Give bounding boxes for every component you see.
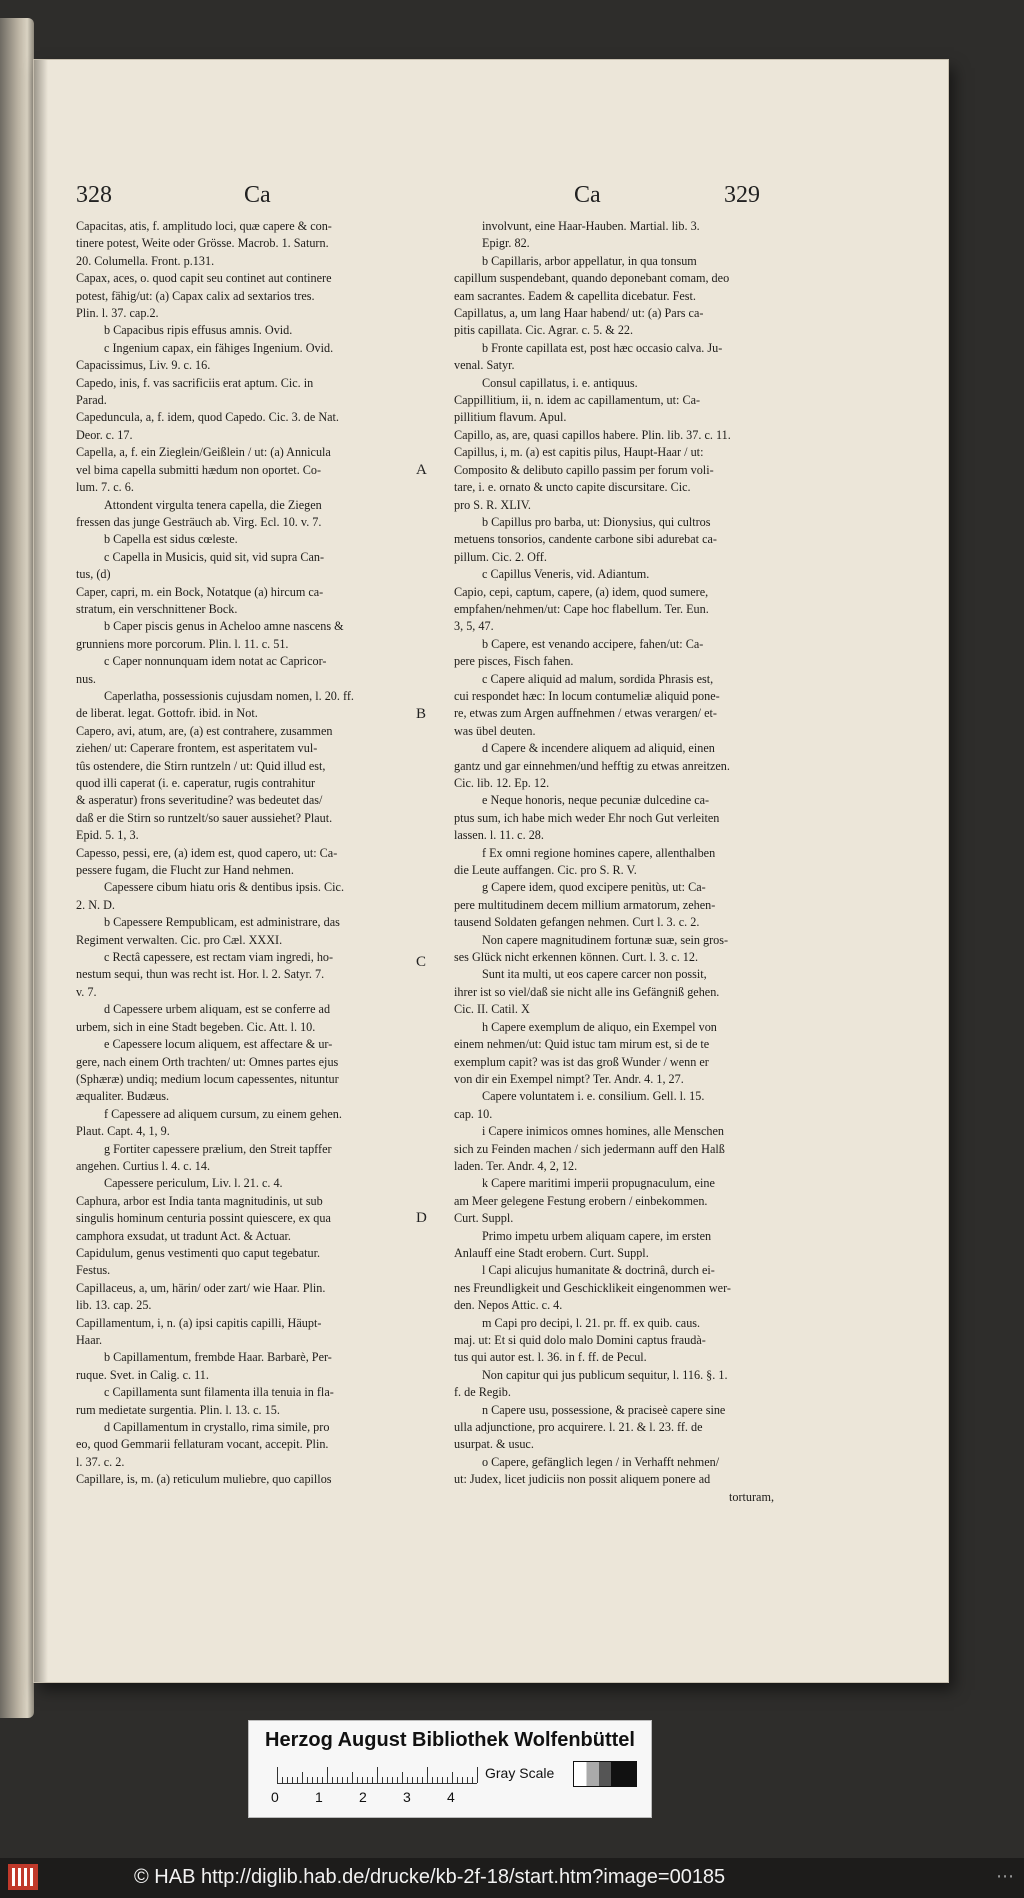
text-line: lib. 13. cap. 25. [76, 1298, 152, 1313]
text-line: l Capi alicujus humanitate & doctrinâ, durch ei- [482, 1263, 715, 1278]
text-line: Non capitur qui jus publicum sequitur, l. 116. §. 1. [482, 1367, 728, 1382]
text-line: & asperatur) frons severitudine? was bedeutet das/ [76, 793, 323, 808]
text-line: usurpat. & usuc. [454, 1437, 534, 1452]
text-line: eo, quod Gemmarii fellaturam vocant, accepit. Plin. [76, 1437, 329, 1452]
ruler-tick [422, 1777, 423, 1783]
ruler-tick [472, 1777, 473, 1783]
text-line: Anlauff eine Stadt erobern. Curt. Suppl. [454, 1245, 649, 1260]
right-text-column [454, 218, 774, 1506]
ruler-tick [367, 1777, 368, 1783]
text-line: ut: Judex, licet judiciis non possit aliquem ponere ad [454, 1472, 711, 1487]
text-line: b Caper piscis genus in Acheloo amne nascens & [104, 619, 344, 634]
text-line: (Sphæræ) undiq; medium locum capessentes, nituntur [76, 1071, 339, 1086]
text-line: d Capere & incendere aliquem ad aliquid, einen [482, 741, 715, 756]
text-line: eam sacrantes. Eadem & capellita dicebatur. Fest. [454, 288, 696, 303]
text-line: tausend Soldaten gefangen nehmen. Curt l. 3. c. 2. [454, 915, 700, 930]
text-line: re, etwas zum Argen auffnehmen / etwas verargen/ et- [454, 706, 717, 721]
text-line: Epigr. 82. [482, 236, 530, 251]
text-line: was übel deuten. [454, 723, 536, 738]
text-line: Capedo, inis, f. vas sacrificiis erat aptum. Cic. in [76, 375, 314, 390]
text-line: capillum suspendebant, quando deponebant comam, deo [454, 271, 730, 286]
text-line: e Capessere locum aliquem, est affectare & ur- [104, 1037, 333, 1052]
text-line: Capeduncula, a, f. idem, quod Capedo. Cic. 3. de Nat. [76, 410, 339, 425]
text-line: einem nehmen/ut: Quid istuc tam mirum est, si de te [454, 1037, 710, 1052]
page-number-left: 328 [76, 182, 112, 208]
ruler-tick [417, 1777, 418, 1783]
text-line: Sunt ita multi, ut eos capere carcer non possit, [482, 967, 707, 982]
margin-letter-a: A [416, 462, 427, 478]
text-line: quod illi caperat (i. e. caperatur, rugis contrahitur [76, 776, 316, 790]
scale-number: 4 [447, 1789, 455, 1805]
text-line: Cic. II. Catil. X [454, 1002, 530, 1017]
text-line: i Capere inimicos omnes homines, alle Menschen [482, 1124, 725, 1139]
text-line: Composito & delibuto capillo passim per forum voli- [454, 462, 714, 477]
text-line: h Capere exemplum de aliquo, ein Exempel von [482, 1019, 717, 1034]
gray-scale-swatch [573, 1761, 637, 1787]
ruler-tick [442, 1777, 443, 1783]
text-line: c Capillamenta sunt filamenta illa tenuia in fla- [104, 1385, 334, 1400]
text-line: cap. 10. [454, 1106, 493, 1121]
ruler-tick [402, 1772, 403, 1783]
scale-number: 3 [403, 1789, 411, 1805]
text-line: Regiment verwalten. Cic. pro Cæl. XXXI. [76, 932, 283, 947]
text-line: pro S. R. XLIV. [454, 497, 531, 512]
text-line: Capesso, pessi, ere, (a) idem est, quod capero, ut: Ca- [76, 845, 338, 860]
text-line: Capero, avi, atum, are, (a) est contrahere, zusammen [76, 723, 333, 738]
margin-letter-c: C [416, 954, 427, 970]
ruler-tick [337, 1777, 338, 1783]
ruler-tick [362, 1777, 363, 1783]
text-line: von dir ein Exempel nimpt? Ter. Andr. 4. 1, 27. [454, 1071, 684, 1086]
text-line: c Rectâ capessere, est rectam viam ingredi, ho- [104, 950, 334, 965]
text-line: nus. [76, 671, 96, 686]
text-line: ruque. Svet. in Calig. c. 11. [76, 1367, 209, 1382]
ruler-tick [342, 1777, 343, 1783]
text-line: pillum. Cic. 2. Off. [454, 549, 547, 564]
margin-letter-b: B [416, 706, 427, 722]
text-line: laden. Ter. Andr. 4, 2, 12. [454, 1158, 578, 1173]
text-line: ses Glück nicht erkennen können. Curt. l. 3. c. 12. [454, 950, 699, 965]
text-line: Haar. [76, 1333, 103, 1347]
text-line: Capacitas, atis, f. amplitudo loci, quæ capere & con- [76, 219, 332, 233]
ruler-tick [322, 1777, 323, 1783]
text-line: gere, nach einem Orth trachten/ ut: Omnes partes ejus [76, 1054, 339, 1069]
text-line: pere multitudinem decem millium armatorum, zehen- [454, 897, 716, 912]
text-line: g Capere idem, quod excipere penitùs, ut: Ca- [482, 880, 706, 895]
text-line: grunniens more porcorum. Plin. l. 11. c. 51. [76, 636, 289, 651]
ruler-tick [407, 1777, 408, 1783]
ruler-tick [427, 1767, 428, 1783]
ruler-tick [437, 1777, 438, 1783]
ruler-tick [412, 1777, 413, 1783]
text-line: am Meer gelegene Festung erobern / einbekommen. [454, 1193, 708, 1208]
ruler-tick [282, 1777, 283, 1783]
ruler-tick [317, 1777, 318, 1783]
text-line: Capax, aces, o. quod capit seu continet aut continere [76, 271, 332, 286]
text-line: venal. Satyr. [454, 358, 515, 373]
text-line: Capillaceus, a, um, härin/ oder zart/ wie Haar. Plin. [76, 1280, 326, 1295]
text-line: tus qui autor est. l. 36. in f. ff. de Pecul. [454, 1350, 647, 1365]
text-line: l. 37. c. 2. [76, 1454, 125, 1469]
text-line: Capella, a, f. ein Zieglein/Geißlein / ut: (a) Annicula [76, 445, 331, 460]
text-line: fressen das junge Gesträuch ab. Virg. Ecl. 10. v. 7. [76, 514, 322, 529]
text-line: ihrer ist so viel/daß sie nicht alle ins Gefängniß gehen. [454, 984, 720, 999]
text-line: Capillus, i, m. (a) est capitis pilus, Haupt-Haar / ut: [454, 445, 704, 460]
text-line: c Capere aliquid ad malum, sordida Phrasis est, [482, 671, 714, 686]
text-line: Capessere periculum, Liv. l. 21. c. 4. [104, 1176, 283, 1191]
page-number-right: 329 [724, 182, 760, 208]
ruler-tick [392, 1777, 393, 1783]
text-line: ziehen/ ut: Caperare frontem, est asperitatem vul- [76, 741, 318, 756]
margin-letter-d: D [416, 1210, 427, 1226]
text-line: Capessere cibum hiatu oris & dentibus ipsis. Cic. [104, 880, 344, 895]
ruler-tick [297, 1777, 298, 1783]
text-line: Capacissimus, Liv. 9. c. 16. [76, 358, 211, 373]
text-line: tûs ostendere, die Stirn runtzeln / ut: Quid illud est, [76, 758, 326, 773]
text-line: involvunt, eine Haar-Hauben. Martial. lib. 3. [482, 219, 700, 233]
text-line: ulla adjunctione, pro acquirere. l. 21. & l. 23. ff. de [454, 1420, 703, 1435]
text-line: Plin. l. 37. cap.2. [76, 306, 159, 321]
text-line: lassen. l. 11. c. 28. [454, 828, 544, 843]
ruler-tick [432, 1777, 433, 1783]
gray-scale-label: Gray Scale [485, 1765, 555, 1781]
ruler-tick [467, 1777, 468, 1783]
text-line: b Capillaris, arbor appellatur, in qua tonsum [482, 253, 697, 268]
text-line: b Fronte capillata est, post hæc occasio calva. Ju- [482, 340, 723, 355]
text-line: f. de Regib. [454, 1385, 511, 1400]
scale-number: 0 [271, 1789, 279, 1805]
text-line: sich zu Feinden machen / sich jedermann auff den Halß [454, 1141, 725, 1156]
text-line: Consul capillatus, i. e. antiquus. [482, 375, 638, 390]
text-line: lum. 7. c. 6. [76, 480, 134, 495]
text-line: c Capella in Musicis, quid sit, vid supra Can- [104, 549, 325, 564]
text-line: g Fortiter capessere prælium, den Streit tapffer [104, 1141, 332, 1156]
text-line: b Capacibus ripis effusus amnis. Ovid. [104, 323, 293, 338]
ruler-tick [347, 1777, 348, 1783]
text-line: Plaut. Capt. 4, 1, 9. [76, 1124, 170, 1139]
text-line: Cappillitium, ii, n. idem ac capillamentum, ut: Ca- [454, 393, 701, 408]
text-line: b Capillus pro barba, ut: Dionysius, qui cultros [482, 514, 711, 529]
text-line: Parad. [76, 393, 107, 408]
copyright-url[interactable]: © HAB http://diglib.hab.de/drucke/kb-2f-18/start.htm?image=00185 [134, 1866, 726, 1888]
text-line: Capillamentum, i, n. (a) ipsi capitis capilli, Häupt- [76, 1315, 322, 1330]
text-line: n Capere usu, possessione, & praciseè capere sine [482, 1402, 726, 1417]
text-line: Cic. lib. 12. Ep. 12. [454, 776, 550, 790]
text-line: nestum sequi, thun was recht ist. Hor. l. 2. Satyr. 7. [76, 967, 325, 982]
text-line: stratum, ein verschnittener Bock. [76, 601, 238, 616]
scale-number: 1 [315, 1789, 323, 1805]
library-name: Herzog August Bibliothek Wolfenbüttel [265, 1729, 635, 1751]
text-line: rum medietate surgentia. Plin. l. 13. c. 15. [76, 1402, 280, 1417]
ruler-tick [332, 1777, 333, 1783]
text-line: 20. Columella. Front. p.131. [76, 253, 215, 268]
ruler-tick [377, 1767, 378, 1783]
text-line: maj. ut: Et si quid dolo malo Domini captus fraudà- [454, 1333, 706, 1347]
page-gutter-shadow [34, 60, 48, 1682]
ruler-tick [397, 1777, 398, 1783]
text-line: ptus sum, ich habe mich weder Ehr noch Gut verleiten [454, 810, 720, 825]
ruler-tick [387, 1777, 388, 1783]
text-line: Caper, capri, m. ein Bock, Notatque (a) hircum ca- [76, 584, 324, 599]
text-line: m Capi pro decipi, l. 21. pr. ff. ex quib. caus. [482, 1315, 701, 1330]
library-color-card [248, 1720, 652, 1818]
text-line: vel bima capella submitti hædum non oportet. Co- [76, 462, 322, 477]
text-line: b Capessere Rempublicam, est administrare, das [104, 915, 340, 930]
text-line: nes Freundligkeit und Geschicklikeit eingenommen wer- [454, 1280, 731, 1295]
text-line: Caphura, arbor est India tanta magnitudinis, ut sub [76, 1193, 323, 1208]
left-text-column [76, 218, 410, 1489]
text-line: Capidulum, genus vestimenti quo caput tegebatur. [76, 1245, 321, 1260]
text-line: Capere voluntatem i. e. consilium. Gell. l. 15. [482, 1089, 705, 1104]
text-line: Capillo, as, are, quasi capillos habere. Plin. lib. 37. c. 11. [454, 427, 731, 442]
ruler-tick [447, 1777, 448, 1783]
text-line: 2. N. D. [76, 897, 115, 912]
text-line: empfahen/nehmen/ut: Cape hoc flabellum. Ter. Eun. [454, 601, 709, 616]
text-line: singulis hominum centuria possint quiescere, ex qua [76, 1211, 331, 1226]
text-line: Capillare, is, m. (a) reticulum muliebre, quo capillos [76, 1472, 332, 1487]
text-line: de liberat. legat. Gottofr. ibid. in Not. [76, 706, 258, 721]
text-line: d Capessere urbem aliquam, est se conferre ad [104, 1002, 331, 1017]
text-line: angehen. Curtius l. 4. c. 14. [76, 1158, 211, 1173]
text-line: e Neque honoris, neque pecuniæ dulcedine ca- [482, 793, 710, 808]
text-line: f Capessere ad aliquem cursum, zu einem gehen. [104, 1106, 342, 1121]
text-line: pillitium flavum. Apul. [454, 410, 567, 425]
text-line: tinere potest, Weite oder Grösse. Macrob. 1. Saturn. [76, 236, 329, 251]
running-head-left: Ca [244, 182, 271, 208]
running-head-right: Ca [574, 182, 601, 208]
menu-dots-icon[interactable]: ⋯ [996, 1866, 1014, 1887]
footer-bar [0, 1858, 1024, 1898]
ruler-tick [372, 1777, 373, 1783]
hab-logo-icon [8, 1864, 38, 1890]
ruler-tick [352, 1772, 353, 1783]
text-line: Epid. 5. 1, 3. [76, 828, 139, 843]
text-line: Deor. c. 17. [76, 427, 133, 442]
text-line: f Ex omni regione homines capere, allenthalben [482, 845, 716, 860]
text-line: die Leute auffangen. Cic. pro S. R. V. [454, 863, 637, 878]
text-line: Capio, cepi, captum, capere, (a) idem, quod sumere, [454, 584, 709, 599]
text-line: b Capillamentum, frembde Haar. Barbarè, Per- [104, 1350, 332, 1365]
text-line: gantz und gar einnehmen/und hefftig zu etwas anreitzen. [454, 758, 730, 773]
text-line: urbem, sich in eine Stadt begeben. Cic. Att. l. 10. [76, 1019, 316, 1034]
ruler-tick [357, 1777, 358, 1783]
text-line: Caperlatha, possessionis cujusdam nomen, l. 20. ff. [104, 688, 354, 703]
ruler-tick [287, 1777, 288, 1783]
ruler-tick [292, 1777, 293, 1783]
text-line: exemplum capit? was ist das groß Wunder / wenn er [454, 1054, 709, 1069]
ruler-tick [452, 1772, 453, 1783]
text-line: pitis capillata. Cic. Agrar. c. 5. & 22. [454, 323, 634, 338]
text-line: b Capella est sidus cœleste. [104, 532, 238, 547]
text-line: 3, 5, 47. [454, 619, 494, 634]
text-line: potest, fähig/ut: (a) Capax calix ad sextarios tres. [76, 288, 315, 303]
ruler-tick [307, 1777, 308, 1783]
text-line: tus, (d) [76, 567, 111, 582]
ruler-tick [477, 1767, 478, 1783]
scale-ruler [277, 1765, 477, 1784]
text-line: o Capere, gefänglich legen / in Verhafft nehmen/ [482, 1454, 720, 1469]
text-line: torturam, [728, 1489, 774, 1504]
left-page-edge [0, 18, 34, 1718]
text-line: c Capillus Veneris, vid. Adiantum. [482, 567, 650, 582]
text-line: Capillatus, a, um lang Haar habend/ ut: (a) Pars ca- [454, 306, 704, 321]
ruler-tick [312, 1777, 313, 1783]
ruler-tick [327, 1767, 328, 1783]
text-line: Festus. [76, 1263, 111, 1278]
text-line: v. 7. [76, 984, 97, 999]
ruler-tick [302, 1772, 303, 1783]
ruler-tick [382, 1777, 383, 1783]
text-line: metuens tonsorios, candente carbone sibi adurebat ca- [454, 532, 717, 547]
text-line: pessere fugam, die Flucht zur Hand nehmen. [76, 863, 294, 878]
ruler-tick [457, 1777, 458, 1783]
ruler-tick [462, 1777, 463, 1783]
text-line: Primo impetu urbem aliquam capere, im ersten [482, 1228, 712, 1243]
text-line: Non capere magnitudinem fortunæ suæ, sein gros- [482, 932, 729, 947]
text-line: den. Nepos Attic. c. 4. [454, 1298, 563, 1313]
text-line: æqualiter. Budæus. [76, 1089, 170, 1104]
text-line: d Capillamentum in crystallo, rima simile, pro [104, 1420, 330, 1435]
text-line: c Caper nonnunquam idem notat ac Capricor- [104, 654, 327, 669]
text-line: cui respondet hæc: In locum contumeliæ aliquid pone- [454, 688, 720, 703]
text-line: tare, i. e. ornato & uncto capite discursitare. Cic. [454, 480, 691, 495]
text-line: b Capere, est venando accipere, fahen/ut: Ca- [482, 636, 704, 651]
text-line: Curt. Suppl. [454, 1211, 514, 1226]
text-line: k Capere maritimi imperii propugnaculum, eine [482, 1176, 715, 1191]
scale-number: 2 [359, 1789, 367, 1805]
text-line: camphora exsudat, ut tradunt Act. & Actuar. [76, 1228, 291, 1243]
text-line: Attondent virgulta tenera capella, die Ziegen [104, 497, 322, 512]
text-line: pere pisces, Fisch fahen. [454, 654, 574, 669]
text-line: daß er die Stirn so runtzelt/so sauer aussiehet? Plaut. [76, 810, 333, 825]
text-line: c Ingenium capax, ein fähiges Ingenium. Ovid. [104, 340, 334, 355]
ruler-tick [277, 1767, 278, 1783]
